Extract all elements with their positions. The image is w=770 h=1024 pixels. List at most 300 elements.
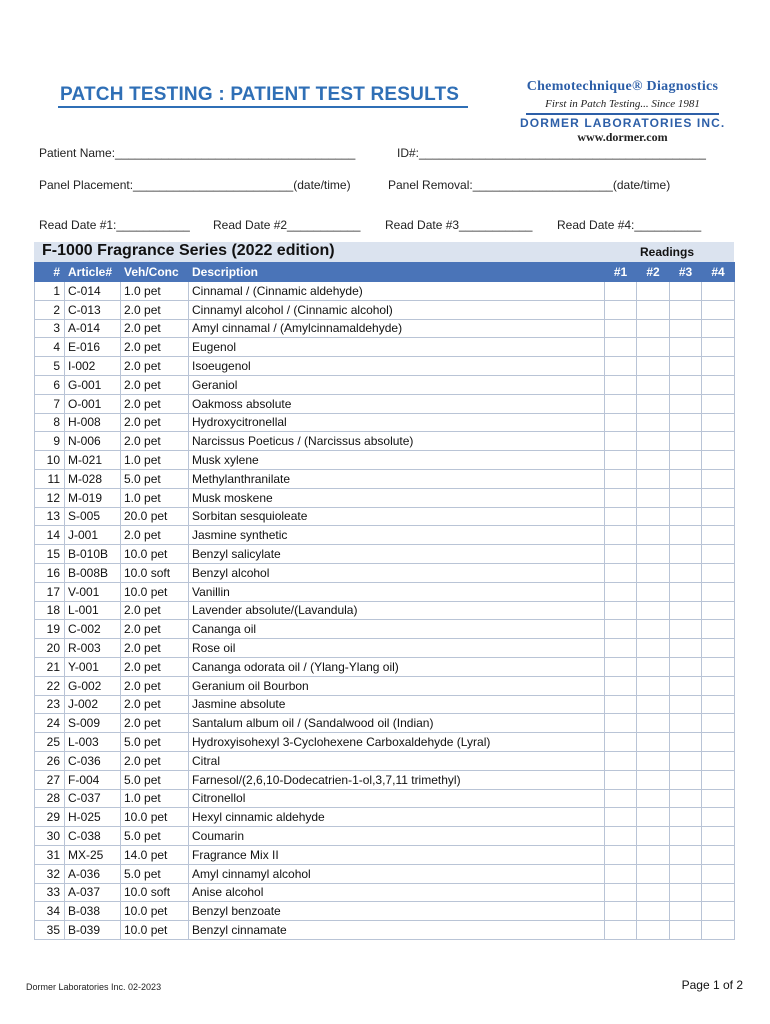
table-row xyxy=(35,733,735,752)
row-veh-conc: 2.0 pet xyxy=(121,601,189,620)
reading-2-cell[interactable] xyxy=(637,789,670,808)
table-row xyxy=(35,451,735,470)
row-veh-conc: 2.0 pet xyxy=(121,526,189,545)
brand-tagline: First in Patch Testing... Since 1981 xyxy=(545,98,700,110)
read-date-1-field[interactable]: Read Date #1:___________ xyxy=(39,218,190,232)
brand-name: Chemotechnique® Diagnostics xyxy=(526,79,719,94)
brand-divider xyxy=(526,113,719,115)
reading-2-cell[interactable] xyxy=(637,563,670,582)
reading-4-cell[interactable] xyxy=(702,394,735,413)
reading-2-cell[interactable] xyxy=(637,827,670,846)
reading-1-cell[interactable] xyxy=(605,751,637,770)
reading-4-cell[interactable] xyxy=(702,808,735,827)
row-description: Musk xylene xyxy=(189,451,605,470)
reading-3-cell[interactable] xyxy=(670,319,702,338)
reading-3-cell[interactable] xyxy=(670,375,702,394)
reading-3-cell[interactable] xyxy=(670,526,702,545)
reading-4-cell[interactable] xyxy=(702,545,735,564)
reading-2-cell[interactable] xyxy=(637,582,670,601)
row-veh-conc: 5.0 pet xyxy=(121,770,189,789)
reading-3-cell[interactable] xyxy=(670,451,702,470)
row-description: Benzyl cinnamate xyxy=(189,921,605,940)
row-article: B-038 xyxy=(65,902,121,921)
row-number: 13 xyxy=(35,507,65,526)
reading-4-cell[interactable] xyxy=(702,300,735,319)
row-description: Anise alcohol xyxy=(189,883,605,902)
reading-1-cell[interactable] xyxy=(605,545,637,564)
table-row xyxy=(35,620,735,639)
row-description: Cananga oil xyxy=(189,620,605,639)
reading-3-cell[interactable] xyxy=(670,676,702,695)
reading-4-cell[interactable] xyxy=(702,620,735,639)
row-veh-conc: 2.0 pet xyxy=(121,357,189,376)
row-veh-conc: 5.0 pet xyxy=(121,733,189,752)
reading-2-cell[interactable] xyxy=(637,639,670,658)
reading-2-cell[interactable] xyxy=(637,338,670,357)
reading-2-cell[interactable] xyxy=(637,432,670,451)
reading-4-cell[interactable] xyxy=(702,751,735,770)
reading-4-cell[interactable] xyxy=(702,601,735,620)
row-article: S-009 xyxy=(65,714,121,733)
reading-3-cell[interactable] xyxy=(670,639,702,658)
row-description: Geranium oil Bourbon xyxy=(189,676,605,695)
reading-4-cell[interactable] xyxy=(702,582,735,601)
table-row xyxy=(35,601,735,620)
row-description: Citral xyxy=(189,751,605,770)
row-article: C-036 xyxy=(65,751,121,770)
col-reading-1: #1 xyxy=(605,263,637,282)
row-article: E-016 xyxy=(65,338,121,357)
table-row xyxy=(35,526,735,545)
series-header xyxy=(34,242,734,262)
reading-1-cell[interactable] xyxy=(605,770,637,789)
reading-2-cell[interactable] xyxy=(637,357,670,376)
reading-3-cell[interactable] xyxy=(670,733,702,752)
row-description: Hydroxycitronellal xyxy=(189,413,605,432)
row-description: Benzyl benzoate xyxy=(189,902,605,921)
read-date-4-field[interactable]: Read Date #4:__________ xyxy=(557,218,702,232)
reading-3-cell[interactable] xyxy=(670,883,702,902)
reading-3-cell[interactable] xyxy=(670,413,702,432)
reading-2-cell[interactable] xyxy=(637,469,670,488)
reading-4-cell[interactable] xyxy=(702,676,735,695)
reading-1-cell[interactable] xyxy=(605,883,637,902)
row-article: A-036 xyxy=(65,864,121,883)
reading-1-cell[interactable] xyxy=(605,469,637,488)
row-number: 17 xyxy=(35,582,65,601)
reading-1-cell[interactable] xyxy=(605,639,637,658)
row-number: 25 xyxy=(35,733,65,752)
row-description: Amyl cinnamyl alcohol xyxy=(189,864,605,883)
reading-4-cell[interactable] xyxy=(702,789,735,808)
row-article: I-002 xyxy=(65,357,121,376)
table-row xyxy=(35,507,735,526)
reading-3-cell[interactable] xyxy=(670,300,702,319)
row-veh-conc: 10.0 pet xyxy=(121,545,189,564)
reading-4-cell[interactable] xyxy=(702,639,735,658)
reading-1-cell[interactable] xyxy=(605,695,637,714)
row-article: H-008 xyxy=(65,413,121,432)
row-description: Fragrance Mix II xyxy=(189,845,605,864)
reading-1-cell[interactable] xyxy=(605,507,637,526)
reading-3-cell[interactable] xyxy=(670,921,702,940)
row-veh-conc: 2.0 pet xyxy=(121,676,189,695)
reading-1-cell[interactable] xyxy=(605,432,637,451)
reading-2-cell[interactable] xyxy=(637,394,670,413)
row-article: C-014 xyxy=(65,282,121,301)
reading-4-cell[interactable] xyxy=(702,695,735,714)
table-row xyxy=(35,639,735,658)
row-veh-conc: 10.0 pet xyxy=(121,808,189,827)
reading-2-cell[interactable] xyxy=(637,488,670,507)
row-veh-conc: 2.0 pet xyxy=(121,620,189,639)
read-date-3-field[interactable]: Read Date #3___________ xyxy=(385,218,533,232)
row-description: Jasmine absolute xyxy=(189,695,605,714)
reading-2-cell[interactable] xyxy=(637,282,670,301)
row-article: M-021 xyxy=(65,451,121,470)
row-description: Methylanthranilate xyxy=(189,469,605,488)
row-number: 7 xyxy=(35,394,65,413)
row-veh-conc: 2.0 pet xyxy=(121,751,189,770)
reading-1-cell[interactable] xyxy=(605,714,637,733)
row-number: 34 xyxy=(35,902,65,921)
reading-3-cell[interactable] xyxy=(670,902,702,921)
row-veh-conc: 5.0 pet xyxy=(121,864,189,883)
reading-2-cell[interactable] xyxy=(637,319,670,338)
row-description: Coumarin xyxy=(189,827,605,846)
reading-4-cell[interactable] xyxy=(702,507,735,526)
patient-name-field[interactable]: Patient Name:____________________________________ xyxy=(39,146,356,160)
reading-3-cell[interactable] xyxy=(670,864,702,883)
table-row xyxy=(35,545,735,564)
reading-4-cell[interactable] xyxy=(702,827,735,846)
row-description: Citronellol xyxy=(189,789,605,808)
row-veh-conc: 20.0 pet xyxy=(121,507,189,526)
row-number: 15 xyxy=(35,545,65,564)
row-article: G-001 xyxy=(65,375,121,394)
row-article: C-002 xyxy=(65,620,121,639)
reading-4-cell[interactable] xyxy=(702,488,735,507)
read-date-2-field[interactable]: Read Date #2___________ xyxy=(213,218,361,232)
reading-1-cell[interactable] xyxy=(605,357,637,376)
table-row xyxy=(35,563,735,582)
reading-2-cell[interactable] xyxy=(637,300,670,319)
reading-1-cell[interactable] xyxy=(605,808,637,827)
table-row xyxy=(35,695,735,714)
table-row xyxy=(35,789,735,808)
reading-1-cell[interactable] xyxy=(605,375,637,394)
brand-company: DORMER LABORATORIES INC. xyxy=(520,116,726,130)
reading-3-cell[interactable] xyxy=(670,695,702,714)
row-article: J-001 xyxy=(65,526,121,545)
col-number: # xyxy=(35,263,65,282)
reading-3-cell[interactable] xyxy=(670,282,702,301)
reading-1-cell[interactable] xyxy=(605,657,637,676)
row-article: C-013 xyxy=(65,300,121,319)
table-row xyxy=(35,357,735,376)
table-row xyxy=(35,300,735,319)
row-article: M-019 xyxy=(65,488,121,507)
row-description: Eugenol xyxy=(189,338,605,357)
reading-4-cell[interactable] xyxy=(702,282,735,301)
row-article: B-008B xyxy=(65,563,121,582)
row-article: A-014 xyxy=(65,319,121,338)
reading-1-cell[interactable] xyxy=(605,789,637,808)
reading-2-cell[interactable] xyxy=(637,657,670,676)
reading-1-cell[interactable] xyxy=(605,282,637,301)
row-number: 10 xyxy=(35,451,65,470)
reading-1-cell[interactable] xyxy=(605,300,637,319)
row-description: Oakmoss absolute xyxy=(189,394,605,413)
row-number: 19 xyxy=(35,620,65,639)
reading-2-cell[interactable] xyxy=(637,695,670,714)
reading-4-cell[interactable] xyxy=(702,714,735,733)
row-article: G-002 xyxy=(65,676,121,695)
table-row xyxy=(35,883,735,902)
reading-2-cell[interactable] xyxy=(637,864,670,883)
reading-4-cell[interactable] xyxy=(702,451,735,470)
reading-3-cell[interactable] xyxy=(670,620,702,639)
reading-1-cell[interactable] xyxy=(605,394,637,413)
row-veh-conc: 2.0 pet xyxy=(121,300,189,319)
reading-3-cell[interactable] xyxy=(670,507,702,526)
reading-3-cell[interactable] xyxy=(670,789,702,808)
panel-removal-field[interactable]: Panel Removal:_____________________(date/time) xyxy=(388,178,671,192)
reading-4-cell[interactable] xyxy=(702,883,735,902)
row-veh-conc: 1.0 pet xyxy=(121,789,189,808)
reading-1-cell[interactable] xyxy=(605,582,637,601)
row-veh-conc: 10.0 soft xyxy=(121,563,189,582)
reading-1-cell[interactable] xyxy=(605,319,637,338)
reading-4-cell[interactable] xyxy=(702,733,735,752)
table-row xyxy=(35,413,735,432)
reading-1-cell[interactable] xyxy=(605,563,637,582)
reading-3-cell[interactable] xyxy=(670,657,702,676)
reading-4-cell[interactable] xyxy=(702,338,735,357)
reading-3-cell[interactable] xyxy=(670,714,702,733)
row-number: 20 xyxy=(35,639,65,658)
reading-4-cell[interactable] xyxy=(702,357,735,376)
col-reading-2: #2 xyxy=(637,263,670,282)
row-number: 27 xyxy=(35,770,65,789)
reading-2-cell[interactable] xyxy=(637,902,670,921)
reading-4-cell[interactable] xyxy=(702,526,735,545)
reading-3-cell[interactable] xyxy=(670,394,702,413)
reading-1-cell[interactable] xyxy=(605,864,637,883)
row-veh-conc: 2.0 pet xyxy=(121,338,189,357)
row-veh-conc: 1.0 pet xyxy=(121,282,189,301)
table-row xyxy=(35,282,735,301)
row-number: 30 xyxy=(35,827,65,846)
table-row xyxy=(35,921,735,940)
reading-1-cell[interactable] xyxy=(605,526,637,545)
reading-1-cell[interactable] xyxy=(605,601,637,620)
row-number: 6 xyxy=(35,375,65,394)
row-number: 32 xyxy=(35,864,65,883)
row-number: 8 xyxy=(35,413,65,432)
row-description: Geraniol xyxy=(189,375,605,394)
row-description: Cananga odorata oil / (Ylang-Ylang oil) xyxy=(189,657,605,676)
reading-3-cell[interactable] xyxy=(670,770,702,789)
reading-1-cell[interactable] xyxy=(605,733,637,752)
reading-1-cell[interactable] xyxy=(605,676,637,695)
reading-3-cell[interactable] xyxy=(670,601,702,620)
row-veh-conc: 14.0 pet xyxy=(121,845,189,864)
row-description: Musk moskene xyxy=(189,488,605,507)
id-field[interactable]: ID#:___________________________________________ xyxy=(397,146,706,160)
readings-label: Readings xyxy=(639,245,694,259)
table-row xyxy=(35,432,735,451)
reading-3-cell[interactable] xyxy=(670,338,702,357)
row-description: Vanillin xyxy=(189,582,605,601)
table-row xyxy=(35,770,735,789)
footer-company: Dormer Laboratories Inc. 02-2023 xyxy=(26,982,162,992)
reading-2-cell[interactable] xyxy=(637,808,670,827)
row-number: 3 xyxy=(35,319,65,338)
reading-2-cell[interactable] xyxy=(637,921,670,940)
row-veh-conc: 2.0 pet xyxy=(121,432,189,451)
row-article: L-001 xyxy=(65,601,121,620)
col-reading-3: #3 xyxy=(670,263,702,282)
row-veh-conc: 10.0 soft xyxy=(121,883,189,902)
row-veh-conc: 2.0 pet xyxy=(121,657,189,676)
col-article: Article# xyxy=(65,263,121,282)
row-veh-conc: 1.0 pet xyxy=(121,488,189,507)
reading-1-cell[interactable] xyxy=(605,845,637,864)
panel-placement-field[interactable]: Panel Placement:________________________(date/time) xyxy=(39,178,351,192)
col-reading-4: #4 xyxy=(702,263,735,282)
row-description: Hydroxyisohexyl 3-Cyclohexene Carboxaldehyde (Lyral) xyxy=(189,733,605,752)
table-row xyxy=(35,375,735,394)
row-number: 26 xyxy=(35,751,65,770)
brand-logo xyxy=(520,79,725,145)
row-description: Sorbitan sesquioleate xyxy=(189,507,605,526)
row-description: Benzyl alcohol xyxy=(189,563,605,582)
row-number: 4 xyxy=(35,338,65,357)
reading-4-cell[interactable] xyxy=(702,413,735,432)
row-description: Cinnamal / (Cinnamic aldehyde) xyxy=(189,282,605,301)
reading-2-cell[interactable] xyxy=(637,733,670,752)
row-veh-conc: 2.0 pet xyxy=(121,639,189,658)
row-number: 22 xyxy=(35,676,65,695)
table-row xyxy=(35,676,735,695)
row-description: Jasmine synthetic xyxy=(189,526,605,545)
row-number: 35 xyxy=(35,921,65,940)
row-veh-conc: 10.0 pet xyxy=(121,921,189,940)
table-row xyxy=(35,714,735,733)
reading-2-cell[interactable] xyxy=(637,451,670,470)
row-number: 29 xyxy=(35,808,65,827)
row-article: B-039 xyxy=(65,921,121,940)
row-veh-conc: 5.0 pet xyxy=(121,469,189,488)
reading-1-cell[interactable] xyxy=(605,338,637,357)
reading-3-cell[interactable] xyxy=(670,432,702,451)
reading-2-cell[interactable] xyxy=(637,413,670,432)
reading-4-cell[interactable] xyxy=(702,319,735,338)
row-article: F-004 xyxy=(65,770,121,789)
reading-3-cell[interactable] xyxy=(670,357,702,376)
reading-4-cell[interactable] xyxy=(702,864,735,883)
page-number: Page 1 of 2 xyxy=(681,978,743,992)
row-veh-conc: 1.0 pet xyxy=(121,451,189,470)
reading-1-cell[interactable] xyxy=(605,488,637,507)
table-header-row xyxy=(35,263,735,282)
table-row xyxy=(35,338,735,357)
reading-3-cell[interactable] xyxy=(670,845,702,864)
reading-3-cell[interactable] xyxy=(670,563,702,582)
reading-1-cell[interactable] xyxy=(605,451,637,470)
reading-4-cell[interactable] xyxy=(702,845,735,864)
reading-2-cell[interactable] xyxy=(637,507,670,526)
table-row xyxy=(35,751,735,770)
reading-2-cell[interactable] xyxy=(637,620,670,639)
row-number: 12 xyxy=(35,488,65,507)
reading-4-cell[interactable] xyxy=(702,770,735,789)
reading-3-cell[interactable] xyxy=(670,751,702,770)
reading-4-cell[interactable] xyxy=(702,657,735,676)
table-row xyxy=(35,582,735,601)
reading-1-cell[interactable] xyxy=(605,921,637,940)
reading-2-cell[interactable] xyxy=(637,845,670,864)
reading-2-cell[interactable] xyxy=(637,375,670,394)
reading-2-cell[interactable] xyxy=(637,545,670,564)
reading-4-cell[interactable] xyxy=(702,563,735,582)
reading-1-cell[interactable] xyxy=(605,827,637,846)
reading-4-cell[interactable] xyxy=(702,375,735,394)
reading-2-cell[interactable] xyxy=(637,883,670,902)
reading-2-cell[interactable] xyxy=(637,676,670,695)
row-number: 1 xyxy=(35,282,65,301)
row-article: V-001 xyxy=(65,582,121,601)
row-veh-conc: 2.0 pet xyxy=(121,394,189,413)
row-veh-conc: 5.0 pet xyxy=(121,827,189,846)
row-article: MX-25 xyxy=(65,845,121,864)
table-row xyxy=(35,827,735,846)
reading-4-cell[interactable] xyxy=(702,469,735,488)
row-article: C-038 xyxy=(65,827,121,846)
reading-4-cell[interactable] xyxy=(702,921,735,940)
row-article: C-037 xyxy=(65,789,121,808)
row-number: 9 xyxy=(35,432,65,451)
reading-4-cell[interactable] xyxy=(702,902,735,921)
row-number: 24 xyxy=(35,714,65,733)
reading-2-cell[interactable] xyxy=(637,751,670,770)
row-description: Rose oil xyxy=(189,639,605,658)
table-row xyxy=(35,864,735,883)
row-number: 18 xyxy=(35,601,65,620)
row-article: O-001 xyxy=(65,394,121,413)
title-underline xyxy=(58,106,468,108)
allergen-table xyxy=(34,262,735,940)
reading-1-cell[interactable] xyxy=(605,620,637,639)
table-row xyxy=(35,394,735,413)
reading-3-cell[interactable] xyxy=(670,469,702,488)
reading-3-cell[interactable] xyxy=(670,827,702,846)
reading-2-cell[interactable] xyxy=(637,601,670,620)
reading-3-cell[interactable] xyxy=(670,488,702,507)
reading-1-cell[interactable] xyxy=(605,413,637,432)
reading-3-cell[interactable] xyxy=(670,582,702,601)
reading-2-cell[interactable] xyxy=(637,714,670,733)
reading-1-cell[interactable] xyxy=(605,902,637,921)
reading-4-cell[interactable] xyxy=(702,432,735,451)
row-veh-conc: 10.0 pet xyxy=(121,902,189,921)
row-description: Amyl cinnamal / (Amylcinnamaldehyde) xyxy=(189,319,605,338)
reading-3-cell[interactable] xyxy=(670,545,702,564)
reading-2-cell[interactable] xyxy=(637,770,670,789)
reading-3-cell[interactable] xyxy=(670,808,702,827)
reading-2-cell[interactable] xyxy=(637,526,670,545)
